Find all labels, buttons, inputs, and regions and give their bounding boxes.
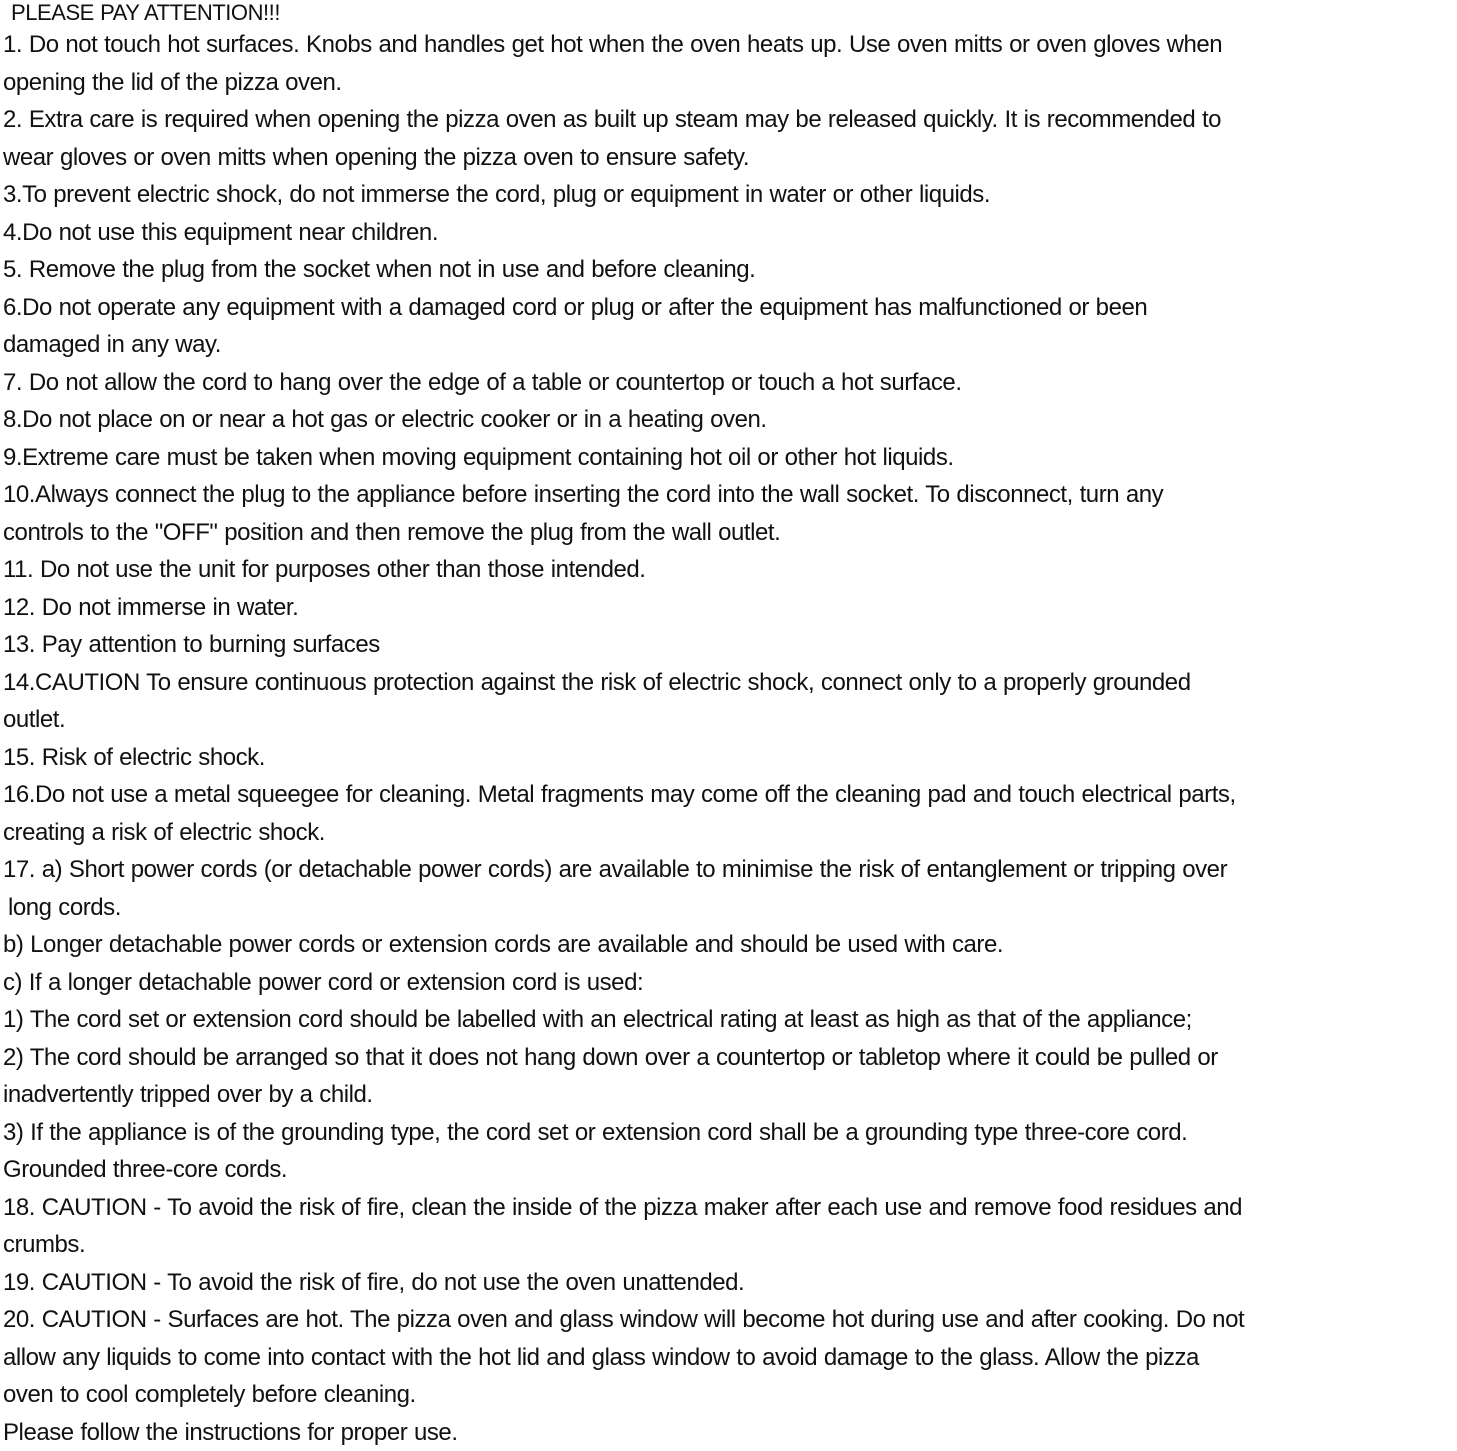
- text-line: 5. Remove the plug from the socket when not in use and before cleaning.: [3, 256, 756, 283]
- text-line: outlet.: [3, 706, 66, 733]
- text-line: 2) The cord should be arranged so that it does not hang down over a countertop or tabletop where it could be pulled or: [3, 1043, 1218, 1071]
- text-line: 18. CAUTION - To avoid the risk of fire, clean the inside of the pizza maker after each use and remove food residues and: [3, 1193, 1243, 1221]
- text-line: 9.Extreme care must be taken when moving equipment containing hot oil or other hot liquids.: [3, 443, 954, 471]
- text-line: allow any liquids to come into contact with the hot lid and glass window to avoid damage to the glass. Allow the pizza: [3, 1343, 1199, 1371]
- text-line: 1) The cord set or extension cord should be labelled with an electrical rating at least as high as that of the appliance;: [3, 1006, 1192, 1033]
- text-line: 19. CAUTION - To avoid the risk of fire, do not use the oven unattended.: [3, 1268, 745, 1296]
- text-line: b) Longer detachable power cords or extension cords are available and should be used with care.: [3, 931, 1004, 958]
- text-line: 8.Do not place on or near a hot gas or electric cooker or in a heating oven.: [3, 406, 767, 433]
- text-line: c) If a longer detachable power cord or extension cord is used:: [3, 968, 644, 996]
- text-line: 1. Do not touch hot surfaces. Knobs and handles get hot when the oven heats up. Use oven mitts or oven gloves when: [3, 31, 1223, 58]
- text-line: inadvertently tripped over by a child.: [3, 1081, 373, 1108]
- text-line: 4.Do not use this equipment near children.: [3, 218, 439, 246]
- text-line: 7. Do not allow the cord to hang over the edge of a table or countertop or touch a hot surface.: [3, 368, 962, 396]
- text-line: 15. Risk of electric shock.: [3, 743, 265, 771]
- text-line: wear gloves or oven mitts when opening the pizza oven to ensure safety.: [3, 143, 750, 171]
- text-line: 6.Do not operate any equipment with a damaged cord or plug or after the equipment has malfunctioned or been: [3, 293, 1148, 321]
- text-line: long cords.: [8, 893, 121, 921]
- text-line: Grounded three-core cords.: [3, 1156, 288, 1183]
- text-line: 10.Always connect the plug to the appliance before inserting the cord into the wall socket. To disconnect, turn any: [3, 481, 1164, 508]
- safety-instructions-document: [3, 0, 1457, 1451]
- text-line: 14.CAUTION To ensure continuous protection against the risk of electric shock, connect only to a properly grounded: [3, 668, 1191, 696]
- text-line: 2. Extra care is required when opening the pizza oven as built up steam may be released quickly. It is recommended to: [3, 106, 1222, 133]
- text-line: 11. Do not use the unit for purposes other than those intended.: [3, 556, 646, 583]
- text-line: 17. a) Short power cords (or detachable power cords) are available to minimise the risk of entanglement or tripping over: [3, 856, 1228, 883]
- text-line: opening the lid of the pizza oven.: [3, 68, 342, 96]
- text-line: damaged in any way.: [3, 331, 221, 358]
- text-line: 3.To prevent electric shock, do not immerse the cord, plug or equipment in water or other liquids.: [3, 181, 991, 208]
- text-line: crumbs.: [3, 1231, 86, 1258]
- text-line: 13. Pay attention to burning surfaces: [3, 631, 380, 658]
- text-line: 12. Do not immerse in water.: [3, 593, 299, 621]
- text-line: 16.Do not use a metal squeegee for cleaning. Metal fragments may come off the cleaning pad and touch electrical parts,: [3, 781, 1236, 808]
- text-line: 20. CAUTION - Surfaces are hot. The pizza oven and glass window will become hot during use and after cooking. Do not: [3, 1306, 1245, 1333]
- text-line: oven to cool completely before cleaning.: [3, 1381, 416, 1408]
- text-line: controls to the "OFF" position and then remove the plug from the wall outlet.: [3, 518, 781, 546]
- text-line: Please follow the instructions for proper use.: [3, 1418, 458, 1446]
- text-line: creating a risk of electric shock.: [3, 818, 325, 846]
- document-heading: PLEASE PAY ATTENTION!!!: [11, 0, 280, 25]
- text-line: 3) If the appliance is of the grounding type, the cord set or extension cord shall be a grounding type three-core cord.: [3, 1118, 1188, 1146]
